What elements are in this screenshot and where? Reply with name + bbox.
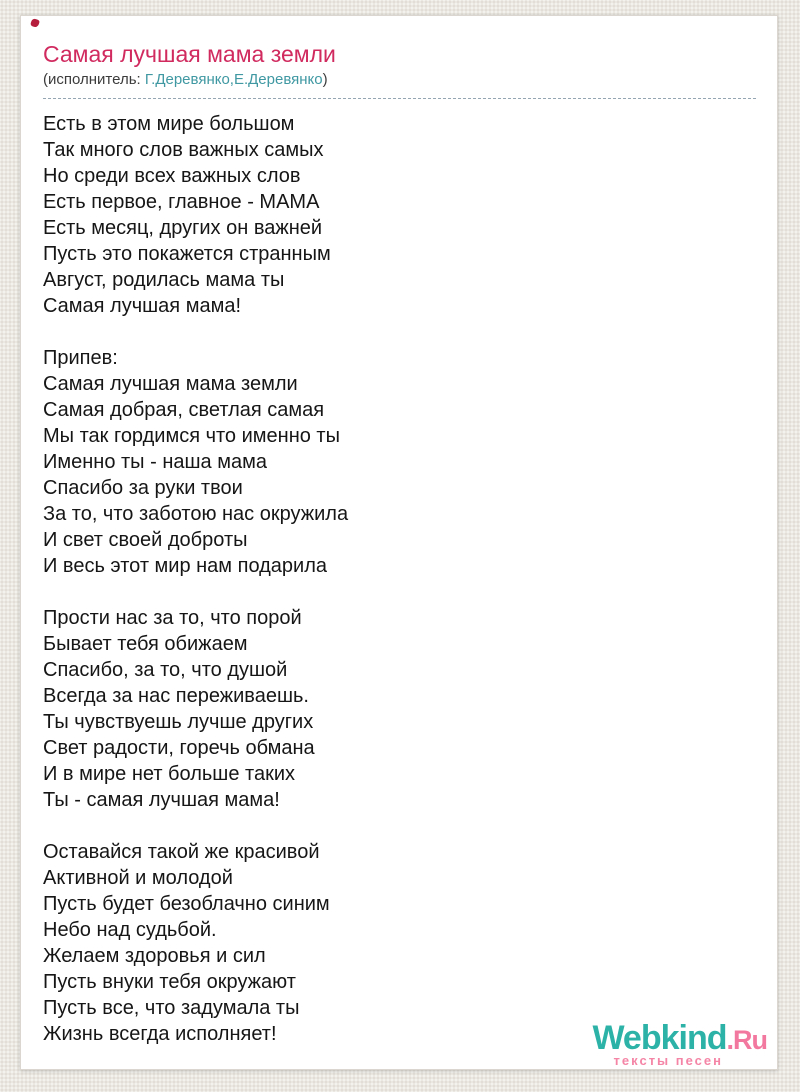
logo-brand-text: Webkind	[592, 1019, 727, 1057]
lyric-line: Но среди всех важных слов	[43, 165, 301, 187]
lyric-line: Небо над судьбой.	[43, 919, 217, 941]
lyric-line: Есть первое, главное - МАМА	[43, 191, 320, 213]
logo-tagline: тексты песен	[613, 1053, 723, 1068]
lyric-line: Активной и молодой	[43, 867, 233, 889]
lyric-line: И весь этот мир нам подарила	[43, 555, 328, 577]
lyric-line: Пусть внуки тебя окружают	[43, 971, 296, 993]
lyric-line: Спасибо, за то, что душой	[43, 659, 288, 681]
lyric-line: Самая лучшая мама земли	[43, 373, 298, 395]
artist-line	[43, 70, 756, 99]
lyric-line: Спасибо за руки твои	[43, 477, 243, 499]
stanza	[43, 605, 756, 813]
content-sheet	[20, 15, 778, 1070]
lyric-line: Пусть все, что задумала ты	[43, 997, 300, 1019]
lyric-line: Всегда за нас переживаешь.	[43, 685, 309, 707]
lyric-line: Ты чувствуешь лучше других	[43, 711, 314, 733]
red-mark-decoration	[30, 18, 40, 28]
artist-label: (исполнитель:	[43, 71, 145, 88]
lyric-line: Прости нас за то, что порой	[43, 607, 302, 629]
lyric-line: Самая добрая, светлая самая	[43, 399, 325, 421]
artist-link[interactable]: Г.Деревянко,Е.Деревянко	[144, 71, 323, 88]
lyric-line: И свет своей доброты	[43, 529, 248, 551]
lyric-line: Пусть будет безоблачно синим	[43, 893, 330, 915]
lyric-line: Желаем здоровья и сил	[43, 945, 266, 967]
lyric-line: Ты - самая лучшая мама!	[43, 789, 280, 811]
lyric-line: За то, что заботою нас окружила	[43, 503, 349, 525]
lyric-line: Самая лучшая мама!	[43, 295, 241, 317]
stanza	[43, 839, 756, 1047]
logo-tld-text: .Ru	[726, 1025, 767, 1055]
lyric-line: Оставайся такой же красивой	[43, 841, 320, 863]
site-logo-wordmark	[592, 1021, 767, 1055]
artist-label-close: )	[322, 71, 328, 88]
stanza	[43, 345, 756, 579]
lyric-line: Свет радости, горечь обмана	[43, 737, 315, 759]
lyric-line: Бывает тебя обижаем	[43, 633, 248, 655]
lyric-line: Август, родилась мама ты	[43, 269, 285, 291]
lyric-line: Жизнь всегда исполняет!	[43, 1023, 277, 1045]
site-logo[interactable]	[592, 1021, 767, 1067]
lyric-line: Есть месяц, других он важней	[43, 217, 323, 239]
page-title: Самая лучшая мама земли	[43, 41, 336, 67]
lyric-line: Припев:	[43, 347, 118, 369]
lyric-line: Мы так гордимся что именно ты	[43, 425, 340, 447]
lyric-line: Пусть это покажется странным	[43, 243, 331, 265]
stanza	[43, 111, 756, 319]
lyric-line: Именно ты - наша мама	[43, 451, 267, 473]
lyric-line: И в мире нет больше таких	[43, 763, 295, 785]
lyrics	[43, 111, 756, 1047]
lyric-line: Так много слов важных самых	[43, 139, 324, 161]
lyric-line: Есть в этом мире большом	[43, 113, 295, 135]
